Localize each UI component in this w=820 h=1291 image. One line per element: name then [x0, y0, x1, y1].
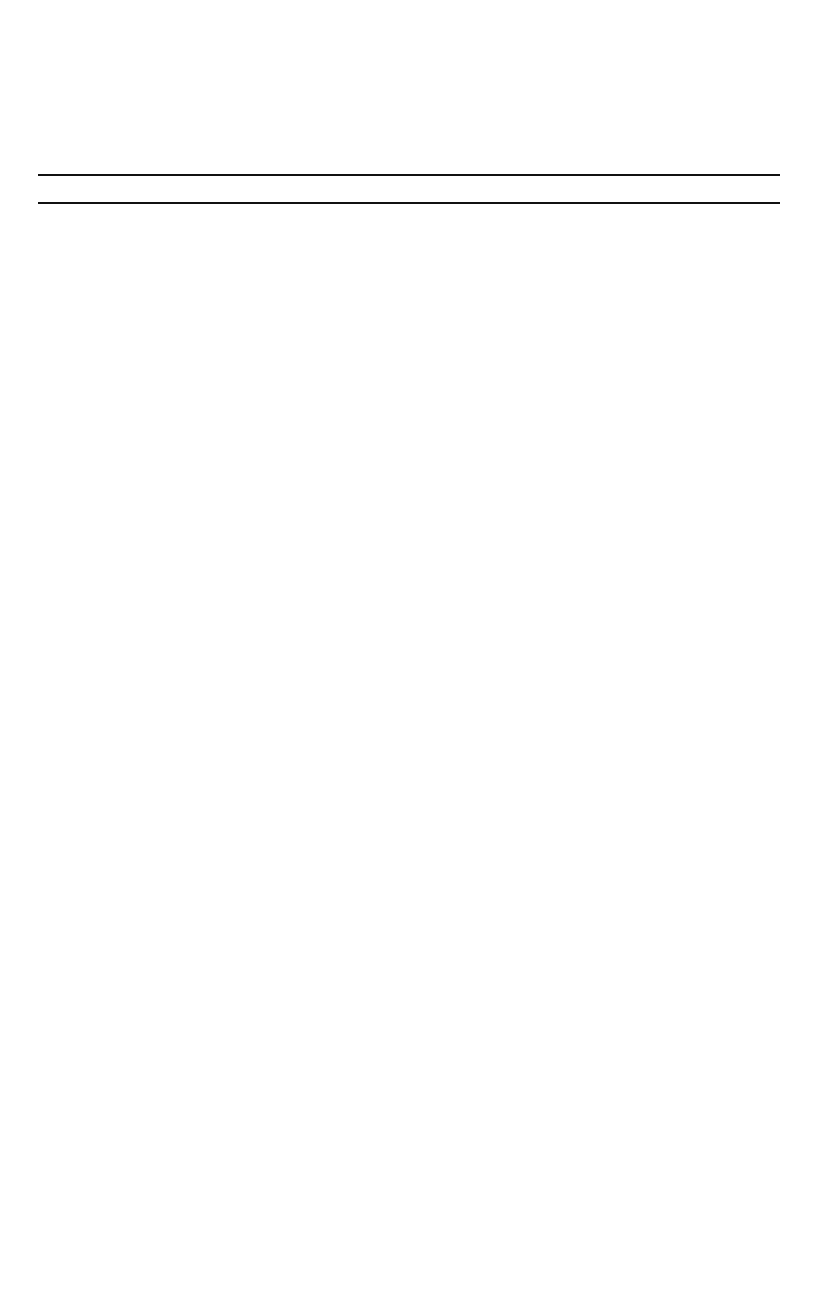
- section-spacer: [38, 38, 780, 106]
- page-footer: [0, 1219, 820, 1291]
- section-spacer: [38, 106, 780, 174]
- section-spacer: [38, 256, 780, 302]
- scene-heading: [38, 174, 780, 204]
- narration-line: [38, 204, 780, 256]
- scene-title: [38, 176, 780, 202]
